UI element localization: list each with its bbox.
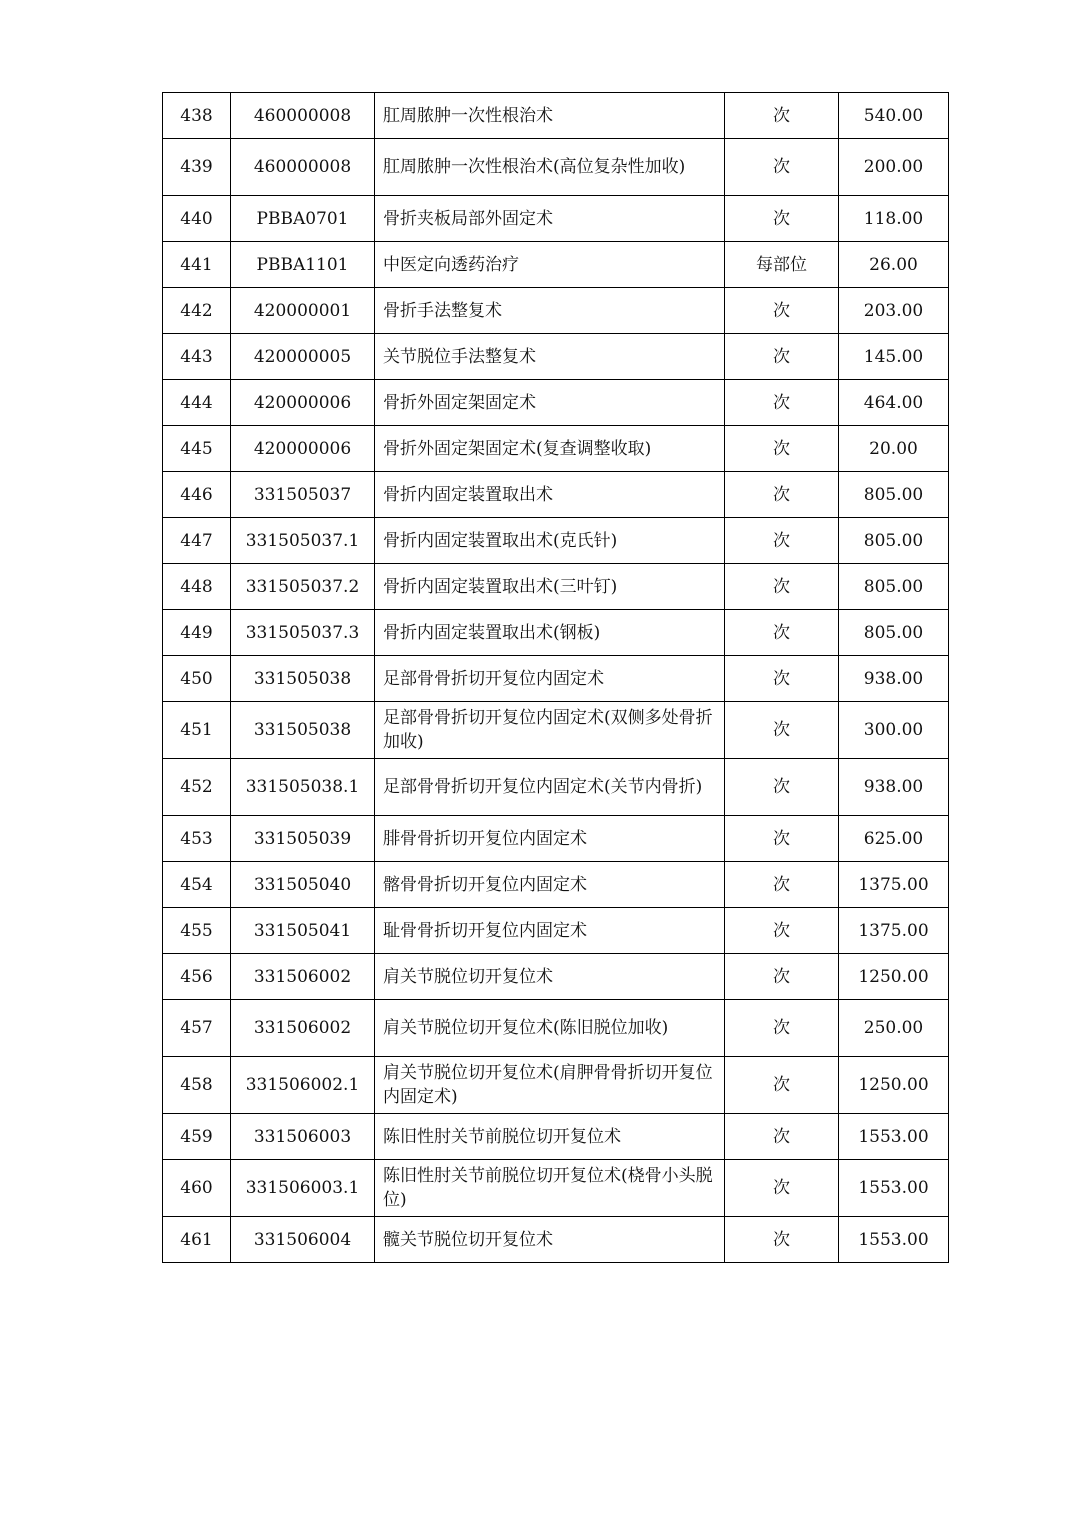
item-name: 骨折外固定架固定术(复查调整收取) (375, 426, 725, 472)
table-row (163, 656, 949, 702)
item-code: 331505038.1 (231, 759, 375, 816)
item-price: 203.00 (839, 288, 949, 334)
item-code: 331505039 (231, 816, 375, 862)
item-unit: 次 (725, 93, 839, 139)
item-price: 805.00 (839, 564, 949, 610)
item-name: 骨折内固定装置取出术(三叶钉) (375, 564, 725, 610)
item-name: 肩关节脱位切开复位术(陈旧脱位加收) (375, 1000, 725, 1057)
table-row (163, 862, 949, 908)
item-name: 骨折内固定装置取出术(钢板) (375, 610, 725, 656)
item-price: 938.00 (839, 656, 949, 702)
table-row (163, 334, 949, 380)
table-row (163, 93, 949, 139)
row-number: 445 (163, 426, 231, 472)
item-unit: 次 (725, 656, 839, 702)
item-code: PBBA1101 (231, 242, 375, 288)
item-price: 1553.00 (839, 1217, 949, 1263)
item-code: PBBA0701 (231, 196, 375, 242)
row-number: 460 (163, 1160, 231, 1217)
table-row (163, 288, 949, 334)
table-row (163, 139, 949, 196)
item-price: 250.00 (839, 1000, 949, 1057)
item-unit: 次 (725, 472, 839, 518)
item-name: 足部骨骨折切开复位内固定术 (375, 656, 725, 702)
row-number: 452 (163, 759, 231, 816)
item-price: 805.00 (839, 472, 949, 518)
table-row (163, 426, 949, 472)
item-price: 540.00 (839, 93, 949, 139)
row-number: 442 (163, 288, 231, 334)
item-code: 331505037.3 (231, 610, 375, 656)
row-number: 448 (163, 564, 231, 610)
row-number: 450 (163, 656, 231, 702)
item-unit: 次 (725, 908, 839, 954)
item-code: 331505037 (231, 472, 375, 518)
row-number: 440 (163, 196, 231, 242)
item-unit: 次 (725, 1217, 839, 1263)
row-number: 439 (163, 139, 231, 196)
row-number: 456 (163, 954, 231, 1000)
item-name: 中医定向透药治疗 (375, 242, 725, 288)
item-code: 331505040 (231, 862, 375, 908)
item-price: 1375.00 (839, 908, 949, 954)
item-unit: 次 (725, 564, 839, 610)
item-unit: 次 (725, 862, 839, 908)
row-number: 449 (163, 610, 231, 656)
table-row (163, 1057, 949, 1114)
row-number: 458 (163, 1057, 231, 1114)
item-unit: 次 (725, 1057, 839, 1114)
table-row (163, 1114, 949, 1160)
item-code: 420000006 (231, 380, 375, 426)
item-price: 1553.00 (839, 1114, 949, 1160)
table-row (163, 759, 949, 816)
row-number: 453 (163, 816, 231, 862)
item-unit: 次 (725, 610, 839, 656)
item-name: 骨折手法整复术 (375, 288, 725, 334)
item-price: 625.00 (839, 816, 949, 862)
item-unit: 次 (725, 816, 839, 862)
item-unit: 次 (725, 1114, 839, 1160)
table-row (163, 242, 949, 288)
table-row (163, 954, 949, 1000)
item-name: 关节脱位手法整复术 (375, 334, 725, 380)
item-name: 肩关节脱位切开复位术(肩胛骨骨折切开复位内固定术) (375, 1057, 725, 1114)
item-price: 118.00 (839, 196, 949, 242)
item-unit: 次 (725, 288, 839, 334)
item-name: 肛周脓肿一次性根治术 (375, 93, 725, 139)
item-unit: 次 (725, 196, 839, 242)
table-row (163, 564, 949, 610)
row-number: 455 (163, 908, 231, 954)
item-code: 331505037.2 (231, 564, 375, 610)
item-name: 肩关节脱位切开复位术 (375, 954, 725, 1000)
row-number: 461 (163, 1217, 231, 1263)
item-unit: 次 (725, 1000, 839, 1057)
item-unit: 次 (725, 759, 839, 816)
table-row (163, 518, 949, 564)
item-code: 331506004 (231, 1217, 375, 1263)
item-unit: 次 (725, 518, 839, 564)
item-unit: 次 (725, 426, 839, 472)
item-unit: 次 (725, 334, 839, 380)
row-number: 438 (163, 93, 231, 139)
item-code: 331506003.1 (231, 1160, 375, 1217)
row-number: 446 (163, 472, 231, 518)
item-name: 腓骨骨折切开复位内固定术 (375, 816, 725, 862)
item-code: 331505038 (231, 656, 375, 702)
item-code: 331505038 (231, 702, 375, 759)
row-number: 443 (163, 334, 231, 380)
item-price: 805.00 (839, 610, 949, 656)
item-unit: 每部位 (725, 242, 839, 288)
table-row (163, 908, 949, 954)
item-unit: 次 (725, 954, 839, 1000)
table-row (163, 1000, 949, 1057)
item-code: 460000008 (231, 93, 375, 139)
item-price: 26.00 (839, 242, 949, 288)
item-code: 420000005 (231, 334, 375, 380)
item-price: 1250.00 (839, 954, 949, 1000)
table-row (163, 196, 949, 242)
item-code: 331506002 (231, 1000, 375, 1057)
item-name: 骨折内固定装置取出术(克氏针) (375, 518, 725, 564)
item-unit: 次 (725, 1160, 839, 1217)
table-row (163, 702, 949, 759)
item-price: 20.00 (839, 426, 949, 472)
item-code: 331506002.1 (231, 1057, 375, 1114)
item-name: 足部骨骨折切开复位内固定术(双侧多处骨折加收) (375, 702, 725, 759)
item-code: 331505041 (231, 908, 375, 954)
table-row (163, 1217, 949, 1263)
item-price: 145.00 (839, 334, 949, 380)
item-price: 938.00 (839, 759, 949, 816)
item-code: 460000008 (231, 139, 375, 196)
item-price: 200.00 (839, 139, 949, 196)
row-number: 444 (163, 380, 231, 426)
item-price: 805.00 (839, 518, 949, 564)
item-price: 300.00 (839, 702, 949, 759)
item-price: 1553.00 (839, 1160, 949, 1217)
item-unit: 次 (725, 702, 839, 759)
table-row (163, 816, 949, 862)
item-code: 420000001 (231, 288, 375, 334)
item-name: 骨折外固定架固定术 (375, 380, 725, 426)
item-price: 1250.00 (839, 1057, 949, 1114)
item-unit: 次 (725, 139, 839, 196)
row-number: 447 (163, 518, 231, 564)
item-name: 骨折内固定装置取出术 (375, 472, 725, 518)
table-row (163, 380, 949, 426)
item-code: 331505037.1 (231, 518, 375, 564)
item-name: 陈旧性肘关节前脱位切开复位术 (375, 1114, 725, 1160)
row-number: 441 (163, 242, 231, 288)
row-number: 454 (163, 862, 231, 908)
table-row (163, 472, 949, 518)
row-number: 451 (163, 702, 231, 759)
table-row (163, 610, 949, 656)
item-name: 耻骨骨折切开复位内固定术 (375, 908, 725, 954)
table-row (163, 1160, 949, 1217)
item-code: 420000006 (231, 426, 375, 472)
item-code: 331506003 (231, 1114, 375, 1160)
item-name: 足部骨骨折切开复位内固定术(关节内骨折) (375, 759, 725, 816)
item-name: 陈旧性肘关节前脱位切开复位术(桡骨小头脱位) (375, 1160, 725, 1217)
item-unit: 次 (725, 380, 839, 426)
item-price: 464.00 (839, 380, 949, 426)
item-name: 骨折夹板局部外固定术 (375, 196, 725, 242)
item-name: 髋关节脱位切开复位术 (375, 1217, 725, 1263)
item-name: 肛周脓肿一次性根治术(高位复杂性加收) (375, 139, 725, 196)
row-number: 459 (163, 1114, 231, 1160)
fee-table (162, 92, 949, 1263)
item-price: 1375.00 (839, 862, 949, 908)
row-number: 457 (163, 1000, 231, 1057)
item-code: 331506002 (231, 954, 375, 1000)
item-name: 髂骨骨折切开复位内固定术 (375, 862, 725, 908)
